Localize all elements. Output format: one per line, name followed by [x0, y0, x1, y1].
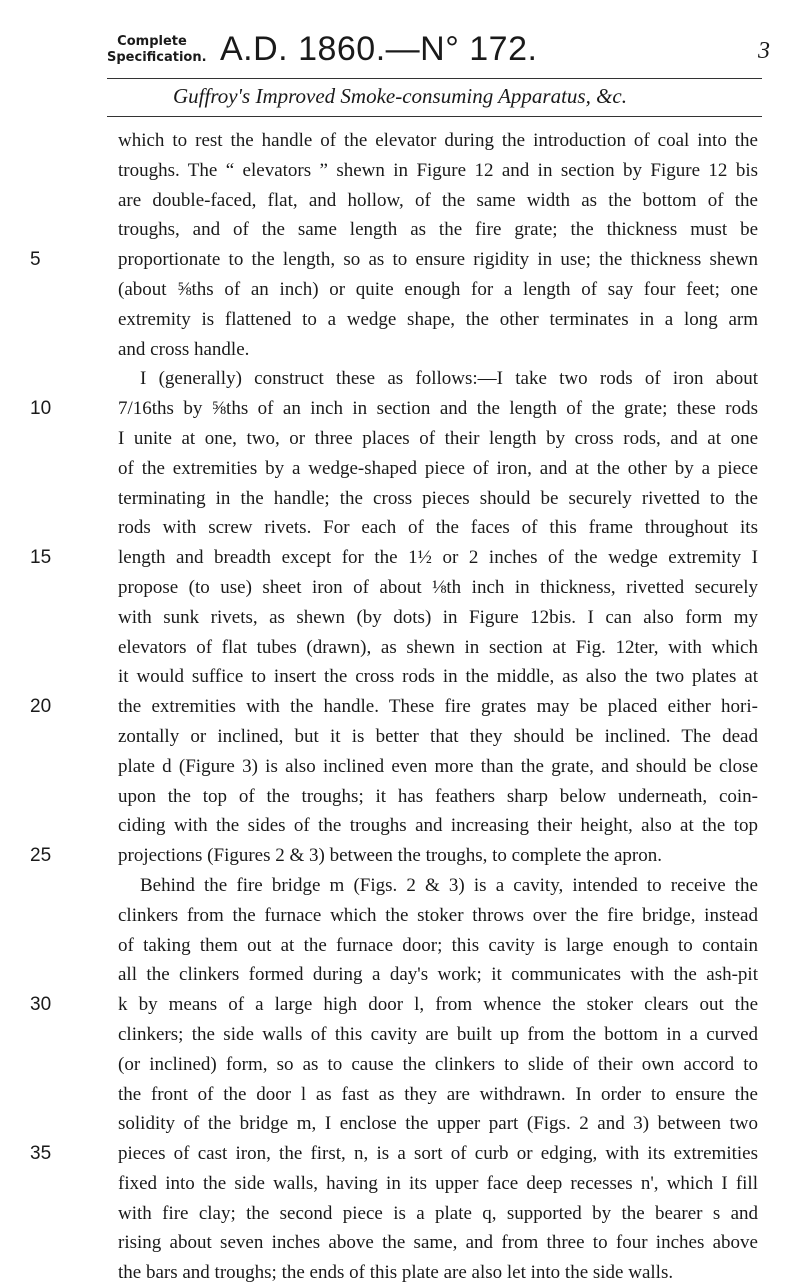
text-line: [30, 1139, 758, 1169]
body-text: [30, 126, 758, 1288]
line-number: 15: [30, 547, 52, 569]
text-line: [118, 782, 758, 812]
header-rule-top: [107, 78, 762, 79]
line-text: with sunk rivets, as shewn (by dots) in Figure 12bis. I can also form my: [118, 606, 758, 628]
line-text: I (generally) construct these as follows:—I take two rods of iron about: [140, 368, 758, 390]
text-line: [30, 394, 758, 424]
text-line: [118, 1080, 758, 1110]
line-text: rods with screw rivets. For each of the faces of this frame throughout its: [118, 517, 758, 539]
text-line: [30, 692, 758, 722]
specification-label: Complete Specification.: [107, 34, 207, 65]
line-text: propose (to use) sheet iron of about ⅛th inch in thickness, rivetted securely: [118, 576, 758, 598]
line-text: with fire clay; the second piece is a plate q, supported by the bearer s and: [118, 1202, 758, 1224]
line-text: solidity of the bridge m, I enclose the upper part (Figs. 2 and 3) between two: [118, 1113, 758, 1135]
line-text: Behind the fire bridge m (Figs. 2 & 3) is a cavity, intended to receive the: [140, 874, 758, 896]
line-text: rising about seven inches above the same, and from three to four inches above: [118, 1232, 758, 1254]
line-text: plate d (Figure 3) is also inclined even more than the grate, and should be close: [118, 755, 758, 777]
line-text: upon the top of the troughs; it has feathers sharp below underneath, coin-: [118, 785, 758, 807]
running-title: Guffroy's Improved Smoke-consuming Apparatus, &c.: [173, 84, 627, 108]
line-text: and cross handle.: [118, 338, 250, 360]
line-text: all the clinkers formed during a day's work; it communicates with the ash-pit: [118, 964, 758, 986]
line-text: projections (Figures 2 & 3) between the troughs, to complete the apron.: [118, 845, 663, 867]
line-text: the bars and troughs; the ends of this plate are also let into the side walls.: [118, 1262, 674, 1284]
line-text: fixed into the side walls, having in its upper face deep recesses n', which I fill: [118, 1172, 758, 1194]
text-line: [118, 484, 758, 514]
text-line: [118, 1050, 758, 1080]
line-text: troughs. The “ elevators ” shewn in Figure 12 and in section by Figure 12 bis: [118, 159, 758, 181]
text-line: [118, 901, 758, 931]
text-line: [118, 1228, 758, 1258]
text-line: [118, 603, 758, 633]
line-text: ciding with the sides of the troughs and increasing their height, also at the top: [118, 815, 758, 837]
line-text: terminating in the handle; the cross pieces should be securely rivetted to the: [118, 487, 758, 509]
text-line: [118, 1020, 758, 1050]
text-line: [30, 841, 758, 871]
text-line: [30, 543, 758, 573]
line-text: (about ⅝ths of an inch) or quite enough for a length of say four feet; one: [118, 278, 758, 300]
page-number: 3: [758, 38, 770, 64]
line-number: 5: [30, 249, 41, 271]
text-line: [118, 811, 758, 841]
line-number: 20: [30, 696, 52, 718]
line-text: the front of the door l as fast as they are withdrawn. In order to ensure the: [118, 1083, 758, 1105]
line-number: 25: [30, 845, 52, 867]
text-line: [30, 990, 758, 1020]
text-line: [118, 871, 758, 901]
text-line: [118, 1199, 758, 1229]
text-line: [118, 186, 758, 216]
text-line: [118, 573, 758, 603]
line-text: of the extremities by a wedge-shaped piece of iron, and at the other by a piece: [118, 457, 758, 479]
text-line: [118, 513, 758, 543]
text-line: [118, 364, 758, 394]
page-title: A.D. 1860.—N° 172.: [220, 30, 538, 68]
line-text: I unite at one, two, or three places of their length by cross rods, and at one: [118, 427, 758, 449]
line-text: zontally or inclined, but it is better that they should be inclined. The dead: [118, 725, 758, 747]
line-text: troughs, and of the same length as the fire grate; the thickness must be: [118, 219, 758, 241]
line-text: elevators of flat tubes (drawn), as shewn in section at Fig. 12ter, with which: [118, 636, 758, 658]
line-text: k by means of a large high door l, from whence the stoker clears out the: [118, 994, 758, 1016]
text-line: [118, 722, 758, 752]
text-line: [118, 305, 758, 335]
line-text: the extremities with the handle. These fire grates may be placed either hori-: [118, 696, 758, 718]
text-line: [118, 215, 758, 245]
text-line: [118, 633, 758, 663]
line-text: clinkers; the side walls of this cavity are built up from the bottom in a curved: [118, 1023, 758, 1045]
text-line: [118, 275, 758, 305]
text-line: [30, 245, 758, 275]
text-line: [118, 960, 758, 990]
line-text: proportionate to the length, so as to ensure rigidity in use; the thickness shewn: [118, 249, 758, 271]
line-text: are double-faced, flat, and hollow, of the same width as the bottom of the: [118, 189, 758, 211]
text-line: [118, 752, 758, 782]
line-number: 30: [30, 994, 52, 1016]
line-text: clinkers from the furnace which the stoker throws over the fire bridge, instead: [118, 904, 758, 926]
text-line: [118, 1258, 758, 1288]
line-text: of taking them out at the furnace door; this cavity is large enough to contain: [118, 934, 758, 956]
line-text: extremity is flattened to a wedge shape, the other terminates in a long arm: [118, 308, 758, 330]
line-text: it would suffice to insert the cross rods in the middle, as also the two plates at: [118, 666, 758, 688]
line-text: length and breadth except for the 1½ or 2 inches of the wedge extremity I: [118, 547, 758, 569]
text-line: [118, 156, 758, 186]
line-number: 35: [30, 1143, 52, 1165]
text-line: [118, 1109, 758, 1139]
text-line: [118, 126, 758, 156]
line-text: (or inclined) form, so as to cause the clinkers to slide of their own accord to: [118, 1053, 758, 1075]
line-text: pieces of cast iron, the first, n, is a sort of curb or edging, with its extremities: [118, 1143, 758, 1165]
line-text: 7/16ths by ⅝ths of an inch in section and the length of the grate; these rods: [118, 398, 758, 420]
text-line: [118, 424, 758, 454]
line-text: which to rest the handle of the elevator during the introduction of coal into the: [118, 130, 758, 151]
header-rule-bottom: [107, 116, 762, 117]
text-line: [118, 454, 758, 484]
text-line: [118, 931, 758, 961]
text-line: [118, 335, 758, 365]
text-line: [118, 662, 758, 692]
text-line: [118, 1169, 758, 1199]
line-number: 10: [30, 398, 52, 420]
